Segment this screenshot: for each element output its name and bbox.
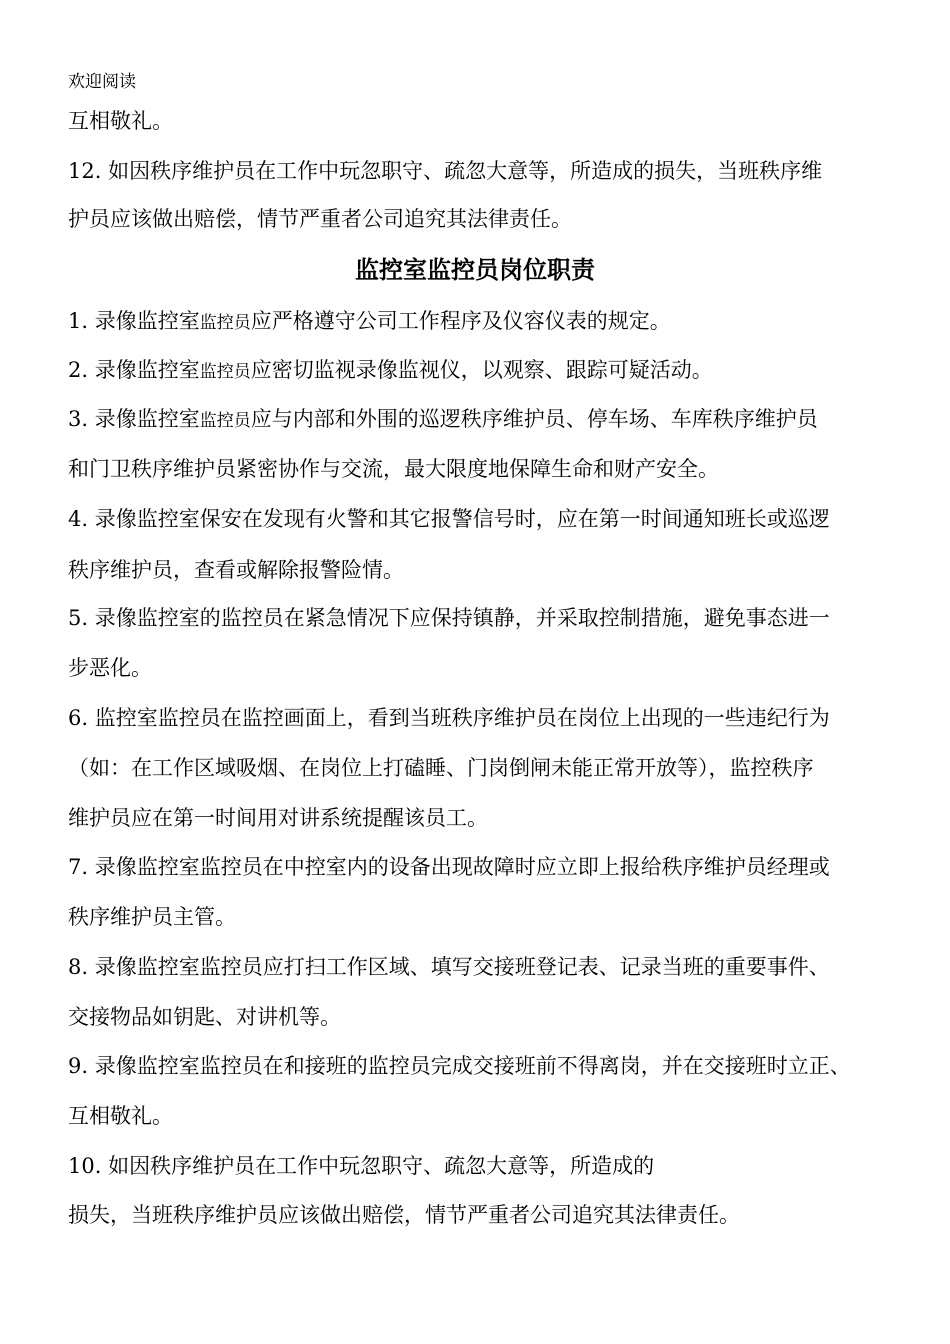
text-segment: 应与内部和外围的巡逻秩序维护员、停车场、车库秩序维护员 (250, 407, 818, 431)
text-line: （如：在工作区域吸烟、在岗位上打磕睡、门岗倒闸未能正常开放等），监控秩序 (68, 756, 814, 780)
text-line: 交接物品如钥匙、对讲机等。 (68, 1005, 341, 1029)
list-item: 4. 录像监控室保安在发现有火警和其它报警信号时，应在第一时间通知班长或巡逻 (68, 507, 830, 531)
text-segment: 3. 录像监控室 (68, 407, 200, 431)
list-item: 8. 录像监控室监控员应打扫工作区域、填写交接班登记表、记录当班的重要事件、 (68, 955, 830, 979)
section-title: 监控室监控员岗位职责 (355, 256, 595, 284)
text-line: 和门卫秩序维护员紧密协作与交流，最大限度地保障生命和财产安全。 (68, 457, 719, 481)
list-item: 10. 如因秩序维护员在工作中玩忽职守、疏忽大意等，所造成的 (68, 1154, 655, 1178)
text-line: 互相敬礼。 (68, 109, 173, 133)
text-line: 维护员应在第一时间用对讲系统提醒该员工。 (68, 806, 488, 830)
text-line: 护员应该做出赔偿，情节严重者公司追究其法律责任。 (68, 207, 572, 231)
text-segment: 2. 录像监控室 (68, 358, 200, 382)
text-segment: 监控员 (199, 362, 251, 382)
page-header: 欢迎阅读 (68, 72, 136, 92)
text-line: 步恶化。 (68, 656, 152, 680)
list-item (68, 307, 671, 337)
text-segment: 应密切监视录像监视仪，以观察、跟踪可疑活动。 (250, 358, 713, 382)
text-line: 秩序维护员，查看或解除报警险情。 (68, 558, 404, 582)
list-item: 5. 录像监控室的监控员在紧急情况下应保持镇静，并采取控制措施，避免事态进一 (68, 606, 830, 630)
list-item: 6. 监控室监控员在监控画面上，看到当班秩序维护员在岗位上出现的一些违纪行为 (68, 706, 830, 730)
text-segment: 应严格遵守公司工作程序及仪容仪表的规定。 (250, 309, 671, 333)
text-segment: 监控员 (199, 411, 251, 431)
text-line: 损失，当班秩序维护员应该做出赔偿，情节严重者公司追究其法律责任。 (68, 1203, 740, 1227)
text-segment: 监控员 (199, 313, 251, 333)
text-line: 12. 如因秩序维护员在工作中玩忽职守、疏忽大意等，所造成的损失，当班秩序维 (68, 159, 823, 183)
list-item (68, 405, 818, 435)
text-line: 秩序维护员主管。 (68, 905, 236, 929)
text-segment: 1. 录像监控室 (68, 309, 200, 333)
list-item: 9. 录像监控室监控员在和接班的监控员完成交接班前不得离岗，并在交接班时立正、 (68, 1054, 851, 1078)
list-item: 7. 录像监控室监控员在中控室内的设备出现故障时应立即上报给秩序维护员经理或 (68, 855, 830, 879)
list-item (68, 356, 713, 386)
text-line: 互相敬礼。 (68, 1104, 173, 1128)
